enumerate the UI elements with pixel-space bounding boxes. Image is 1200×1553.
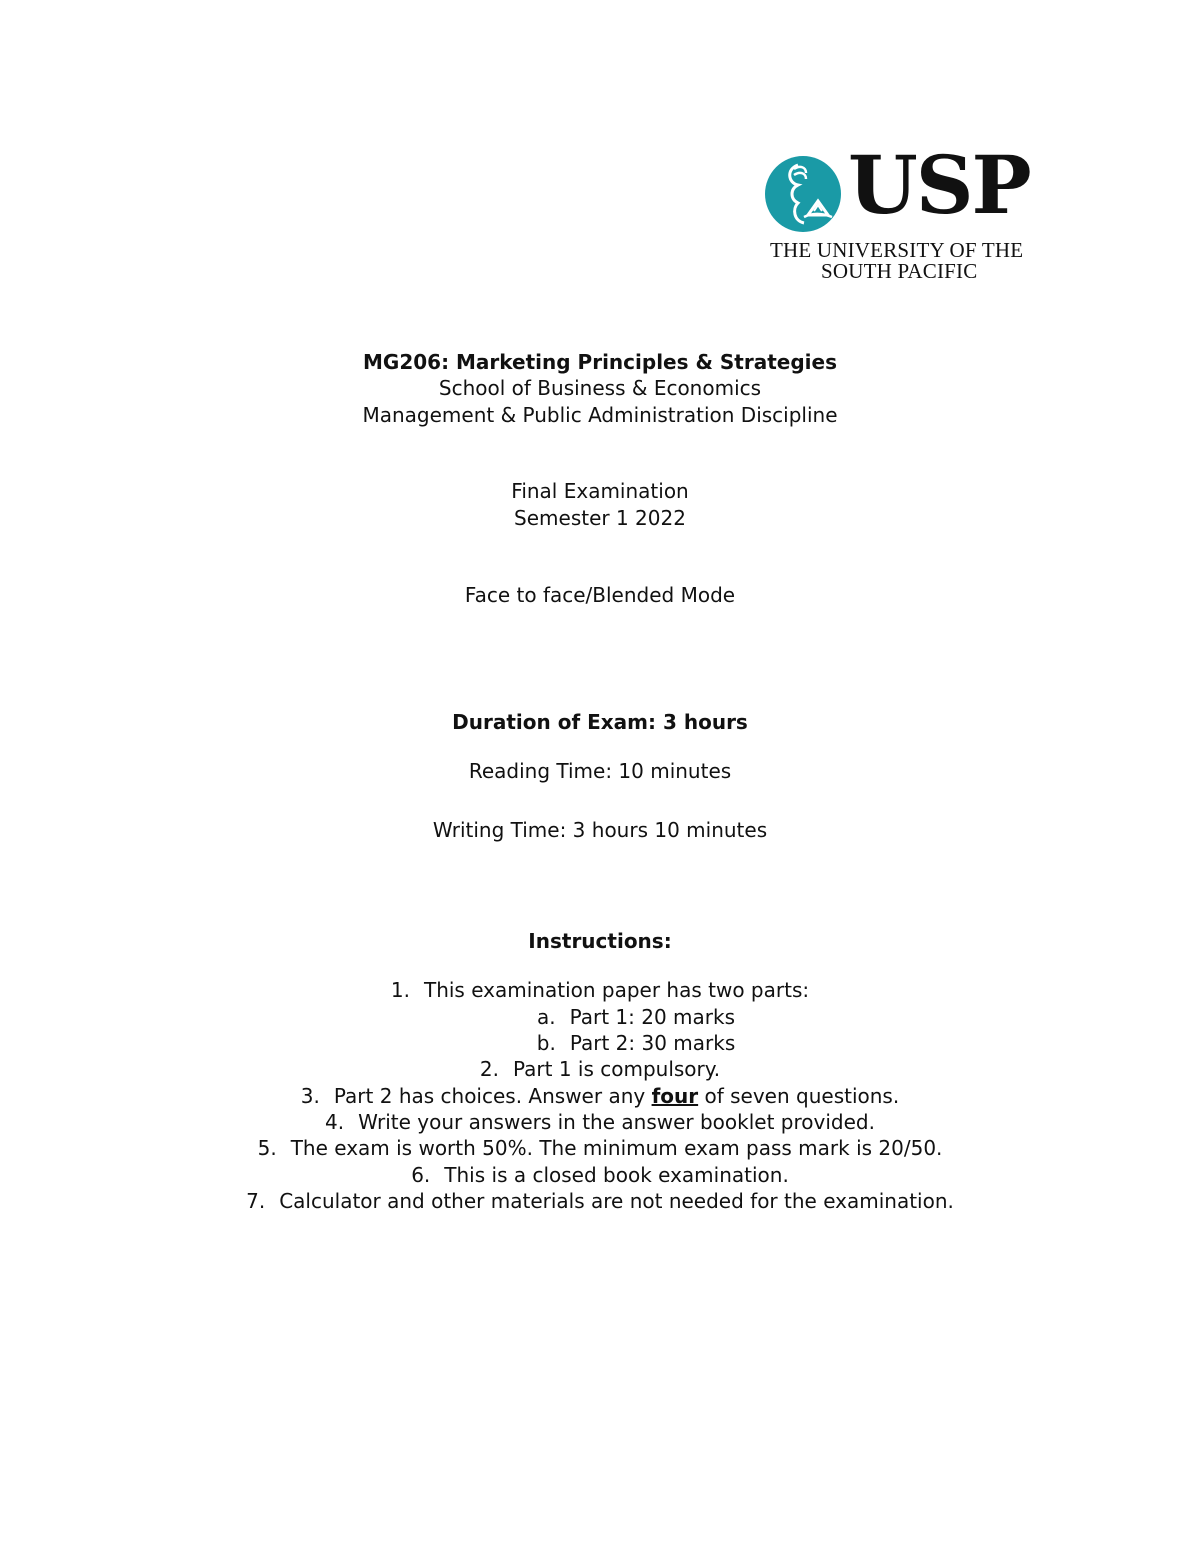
reading-time: Reading Time: 10 minutes [468,759,732,783]
instruction-subitem: b. Part 2: 30 marks [536,1031,736,1055]
discipline-name: Management & Public Administration Discipline [362,403,838,427]
instruction-item: 2. Part 1 is compulsory. [479,1057,721,1081]
logo-line-1: THE UNIVERSITY OF THE [770,238,1024,262]
usp-wordmark: USP [848,138,1030,232]
instruction-item: 3. Part 2 has choices. Answer any four of seven questions. [300,1084,900,1108]
instruction-item: 6. This is a closed book examination. [411,1163,789,1187]
instruction-item: 1. This examination paper has two parts: [390,978,810,1002]
usp-emblem-icon [764,155,842,233]
emphasis-four: four [651,1084,699,1108]
instruction-item: 7. Calculator and other materials are not needed for the examination. [246,1189,954,1213]
exam-type: Final Examination [511,479,689,503]
instruction-item: 4. Write your answers in the answer booklet provided. [325,1110,875,1134]
logo-line-2: SOUTH PACIFIC [821,259,978,283]
instructions-heading: Instructions: [528,929,672,953]
exam-semester: Semester 1 2022 [514,506,686,530]
course-title: MG206: Marketing Principles & Strategies [363,350,837,374]
school-name: School of Business & Economics [438,376,762,400]
usp-logo [764,138,1046,285]
exam-mode: Face to face/Blended Mode [464,583,736,607]
instruction-subitem: a. Part 1: 20 marks [536,1005,736,1029]
writing-time: Writing Time: 3 hours 10 minutes [432,818,768,842]
instruction-item: 5. The exam is worth 50%. The minimum exam pass mark is 20/50. [257,1136,943,1160]
exam-duration: Duration of Exam: 3 hours [452,710,748,734]
